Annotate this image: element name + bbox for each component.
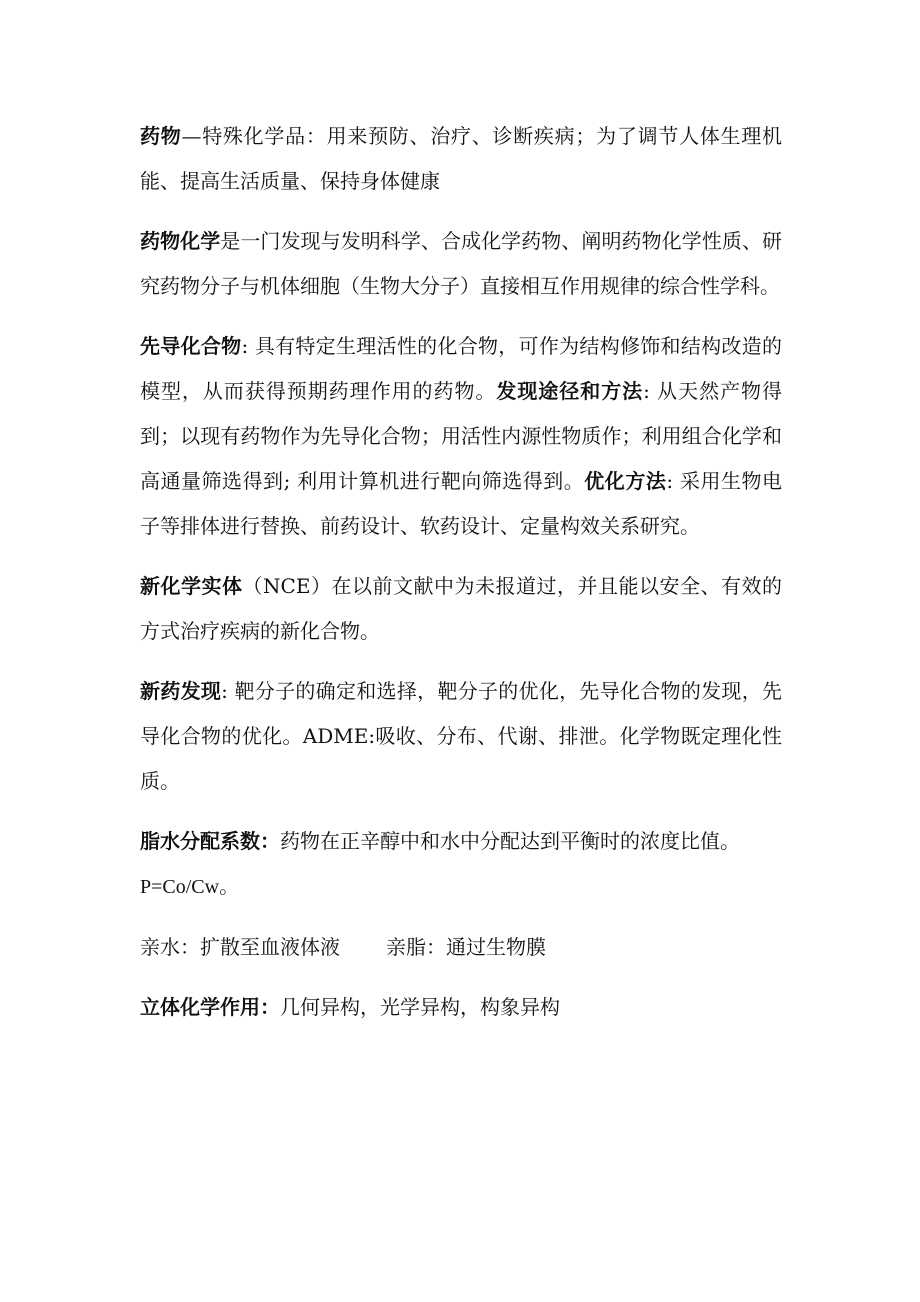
term-drug: 药物: [140, 124, 182, 148]
definition-optimization-methods: : 采用生物电子等排体进行替换、前药设计、软药设计、定量构效关系研究。: [140, 469, 782, 538]
paragraph-nce: [140, 564, 782, 654]
hydrophilic-note: 亲水：扩散至血液体液: [140, 935, 340, 959]
definition-lead-compound: : 具有特定生理活性的化合物，可作为结构修饰和结构改造的模型，从而获得预期药理作用的药物。: [140, 334, 782, 403]
document-body: [140, 114, 782, 1045]
definition-partition-coefficient: 药物在正辛醇中和水中分配达到平衡时的浓度比值。: [280, 829, 740, 853]
definition-drug-discovery: : 靶分子的确定和选择，靶分子的优化，先导化合物的发现，先导化合物的优化。ADME:吸收、分布、代谢、排泄。化学物既定理化性质。: [140, 679, 782, 793]
partition-formula: P=Co/Cw。: [140, 876, 240, 898]
term-lead-compound: 先导化合物: [140, 334, 242, 358]
term-stereochemistry: 立体化学作用：: [140, 995, 280, 1019]
definition-nce: （NCE）在以前文献中为未报道过，并且能以安全、有效的方式治疗疾病的新化合物。: [140, 574, 783, 643]
paragraph-drug-discovery: [140, 669, 782, 804]
term-drug-discovery: 新药发现: [140, 679, 222, 703]
paragraph-partition-coefficient: [140, 819, 782, 910]
paragraph-hydrophilic-lipophilic: [140, 925, 782, 970]
term-partition-coefficient: 脂水分配系数：: [140, 829, 280, 853]
paragraph-medicinal-chemistry: [140, 219, 782, 309]
term-nce: 新化学实体: [140, 574, 243, 598]
definition-discovery-methods: : 从天然产物得到；以现有药物作为先导化合物；用活性内源性物质作；利用组合化学和高通量筛选得到; 利用计算机进行靶向筛选得到。: [140, 379, 782, 493]
paragraph-stereochemistry: [140, 985, 782, 1030]
paragraph-drug: [140, 114, 782, 204]
term-discovery-methods: 发现途径和方法: [496, 379, 644, 403]
lipophilic-note: 亲脂：通过生物膜: [386, 935, 546, 959]
definition-drug: —特殊化学品：用来预防、治疗、诊断疾病；为了调节人体生理机能、提高生活质量、保持身体健康: [140, 124, 783, 193]
definition-stereochemistry: 几何异构，光学异构，构象异构: [280, 995, 560, 1019]
paragraph-lead-compound: [140, 324, 782, 549]
term-medicinal-chemistry: 药物化学: [140, 229, 221, 253]
term-optimization-methods: 优化方法: [584, 469, 667, 493]
definition-medicinal-chemistry: 是一门发现与发明科学、合成化学药物、阐明药物化学性质、研究药物分子与机体细胞（生物大分子）直接相互作用规律的综合性学科。: [140, 229, 783, 298]
